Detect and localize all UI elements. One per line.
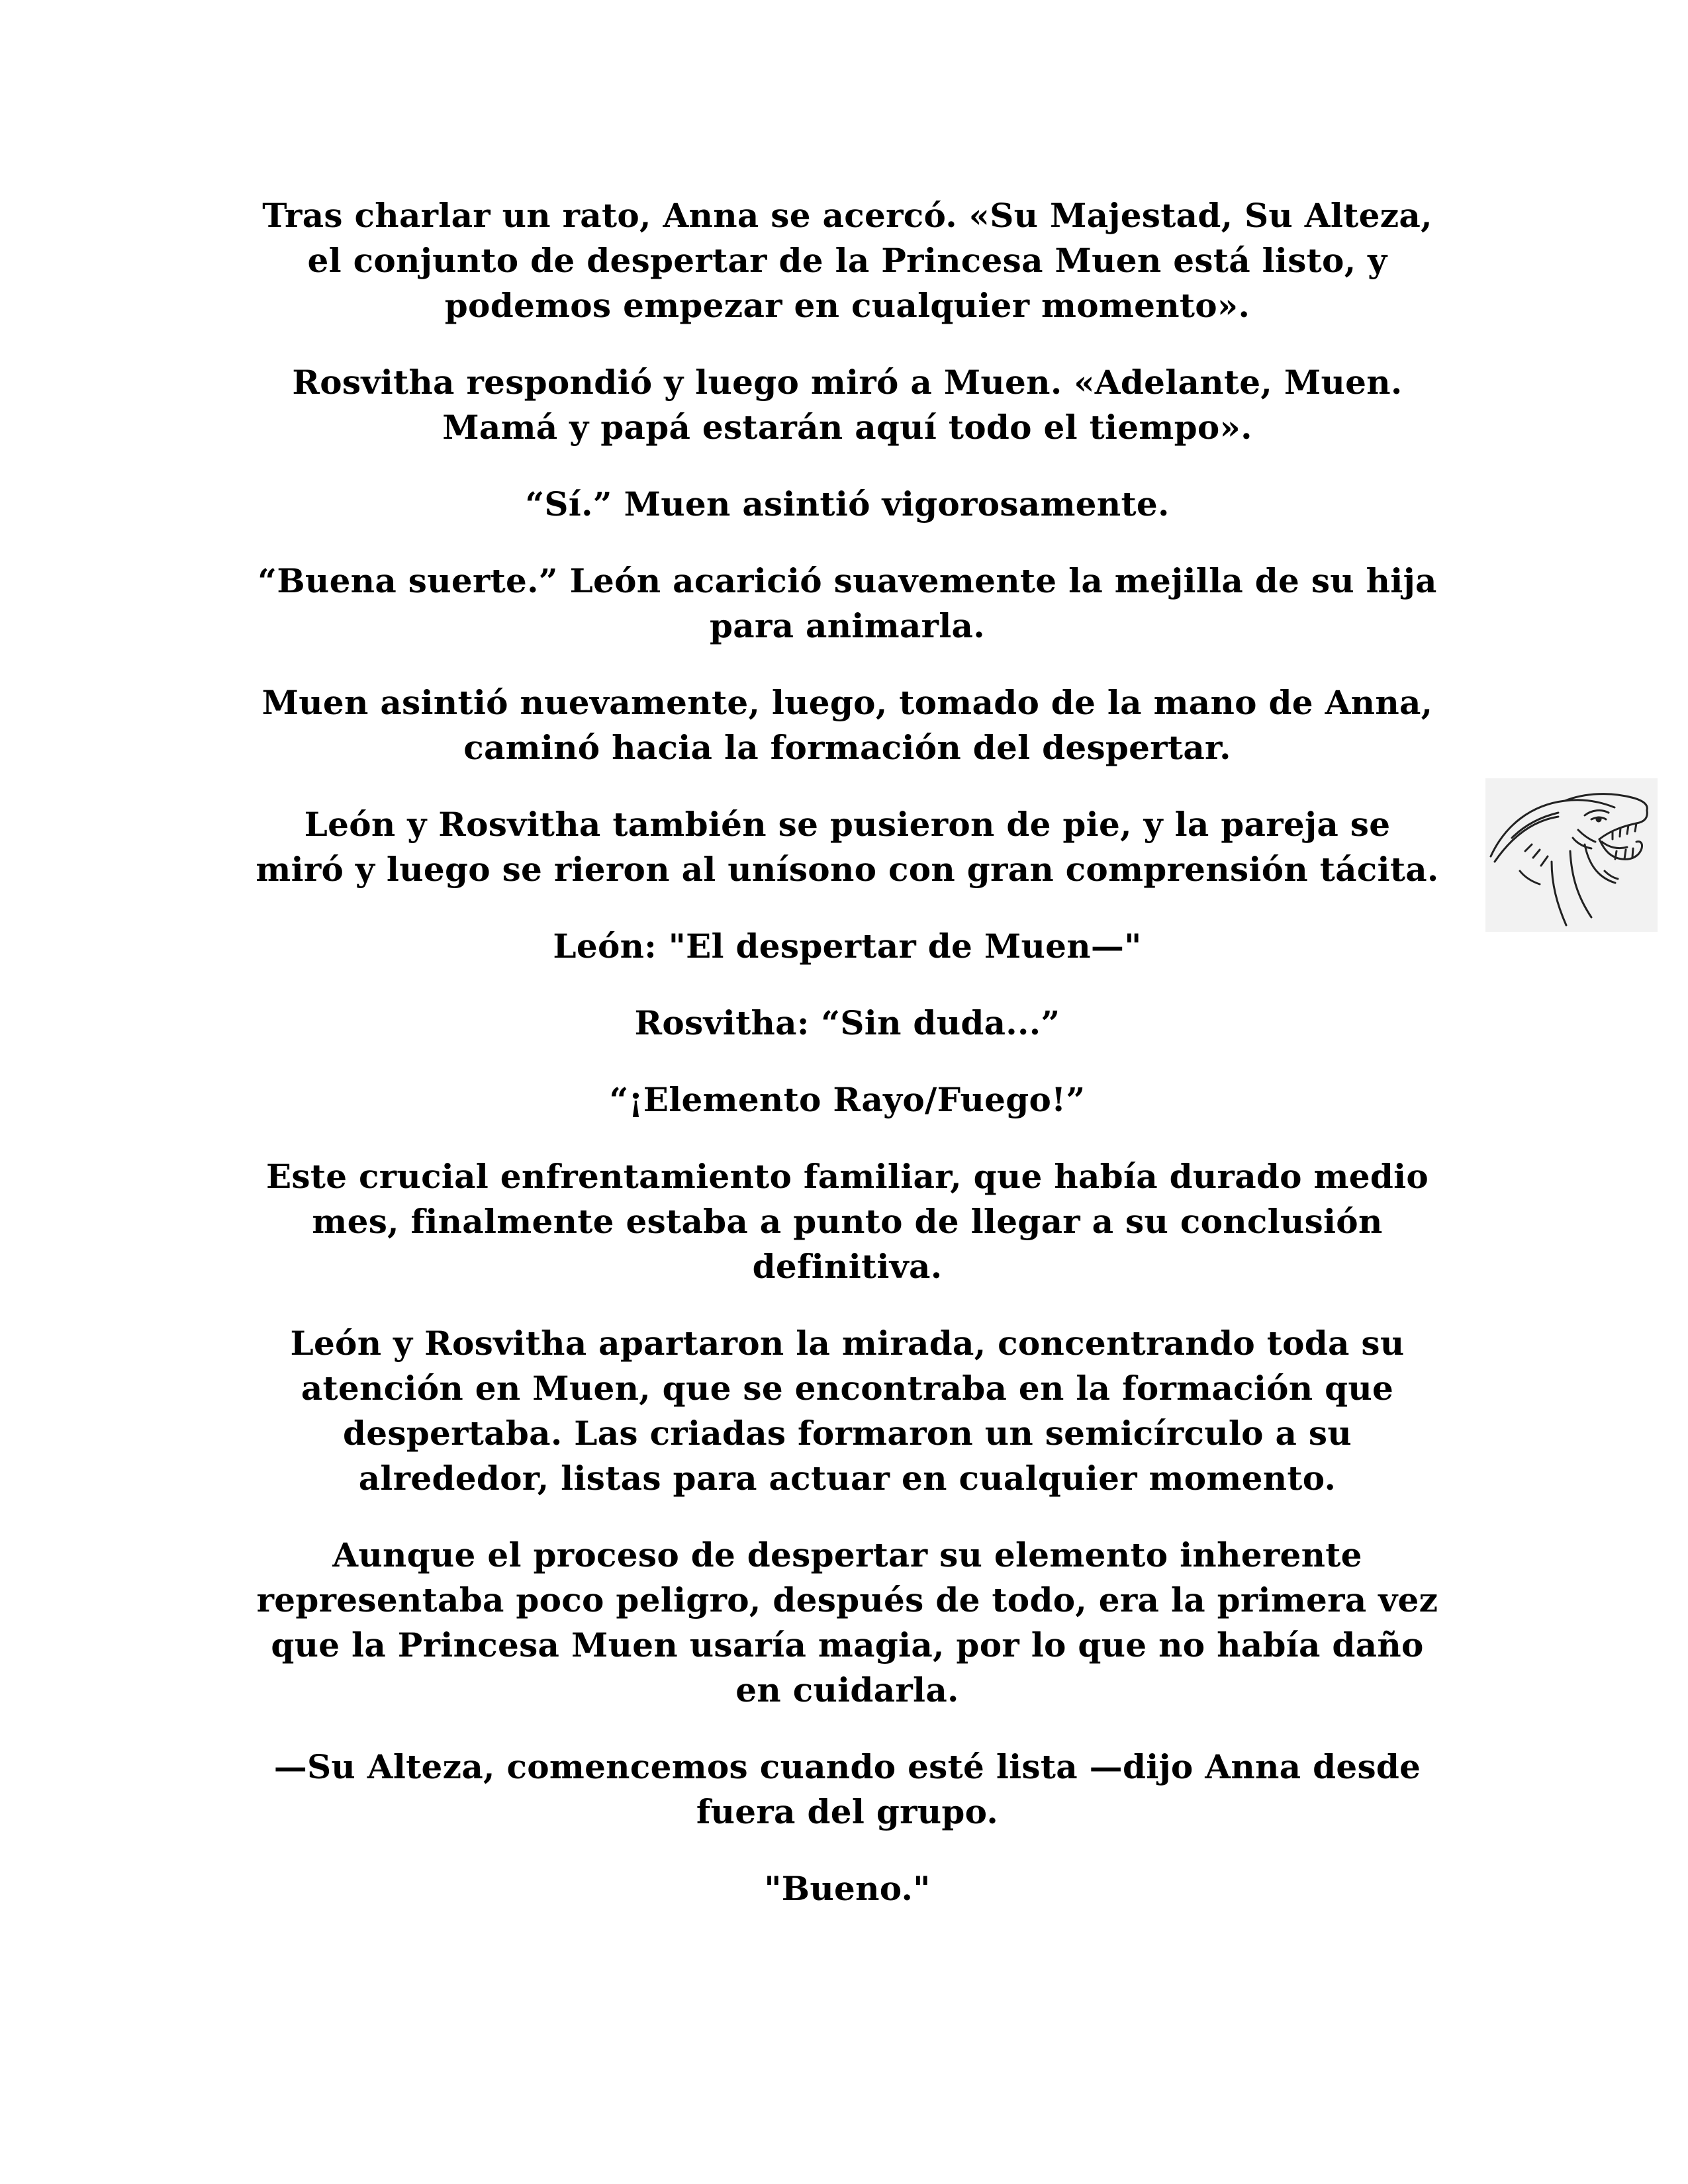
paragraph: León y Rosvitha apartaron la mirada, concentrando toda su atención en Muen, que se encontraba en la formación que despertaba. Las criadas formaron un semicírculo a su alrededor, listas para actuar en cualquier momento.	[290, 1324, 1405, 1498]
paragraph: León: "El despertar de Muen—"	[553, 927, 1142, 966]
paragraph: Tras charlar un rato, Anna se acercó. «Su Majestad, Su Alteza, el conjunto de despertar de la Princesa Muen está listo, y podemos empezar en cualquier momento».	[262, 196, 1432, 325]
paragraph: Muen asintió nuevamente, luego, tomado de la mano de Anna, caminó hacia la formación del despertar.	[261, 683, 1433, 767]
paragraph: Rosvitha: “Sin duda...”	[634, 1003, 1060, 1042]
paragraph: “Sí.” Muen asintió vigorosamente.	[525, 484, 1170, 523]
paragraph: Aunque el proceso de despertar su elemento inherente representaba poco peligro, después de todo, era la primera vez que la Princesa Muen usaría magia, por lo que no había daño en cuidarla.	[256, 1535, 1438, 1709]
paragraph: “¡Elemento Rayo/Fuego!”	[609, 1080, 1086, 1119]
paragraph: "Bueno."	[764, 1869, 931, 1908]
paragraph: León y Rosvitha también se pusieron de pie, y la pareja se miró y luego se rieron al unísono con gran comprensión tácita.	[256, 805, 1439, 889]
paragraph: “Buena suerte.” León acarició suavemente la mejilla de su hija para animarla.	[258, 561, 1437, 645]
paragraph: Este crucial enfrentamiento familiar, que había durado medio mes, finalmente estaba a punto de llegar a su conclusión definitiva.	[265, 1157, 1429, 1286]
dinosaur-head-sketch-icon	[1485, 778, 1658, 932]
paragraph: Rosvitha respondió y luego miró a Muen. «Adelante, Muen. Mamá y papá estarán aquí todo el tiempo».	[292, 363, 1403, 447]
paragraph: —Su Alteza, comencemos cuando esté lista —dijo Anna desde fuera del grupo.	[273, 1747, 1421, 1831]
document-body	[212, 193, 1483, 1943]
